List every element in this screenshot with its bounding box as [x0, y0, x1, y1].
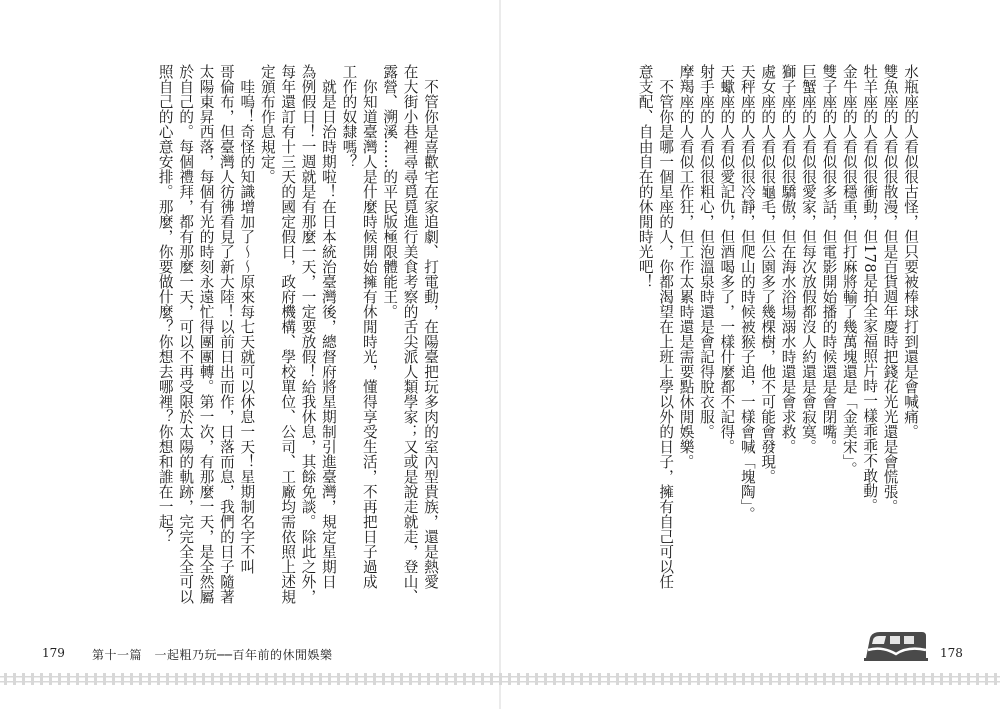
- rail-tie: [571, 673, 574, 685]
- rail-tie: [130, 673, 133, 685]
- rail-tie: [274, 673, 277, 685]
- rail-tie: [400, 673, 403, 685]
- text-column: 哥倫布，但臺灣人彷彿看見了新大陸！以前日出而作，日落而息，我們的日子隨著: [217, 64, 235, 604]
- rail-tie: [706, 673, 709, 685]
- rail-tie: [715, 673, 718, 685]
- rail-tie: [238, 673, 241, 685]
- text-column: 照自己的心意安排。那麼，你要做什麼？你想去哪裡？你想和誰在一起？: [156, 64, 174, 544]
- rail-tie: [535, 673, 538, 685]
- rail-tie: [49, 673, 52, 685]
- right-page-body: [620, 64, 920, 604]
- rail-tie: [184, 673, 187, 685]
- rail-tie: [175, 673, 178, 685]
- rail-tie: [76, 673, 79, 685]
- text-column: 牡羊座的人看似很衝動，但178是拍全家福照片時一樣乖乖不敢動。: [861, 64, 879, 514]
- rail-tie: [553, 673, 556, 685]
- rail-tie: [490, 673, 493, 685]
- rail-tie: [796, 673, 799, 685]
- rail-tie: [679, 673, 682, 685]
- rail-tie: [337, 673, 340, 685]
- rail-tie: [940, 673, 943, 685]
- page-number-left: 179: [42, 646, 65, 660]
- rail-tie: [391, 673, 394, 685]
- rail-tie: [643, 673, 646, 685]
- rail-tie: [886, 673, 889, 685]
- rail-tie: [301, 673, 304, 685]
- page-number-right: 178: [940, 646, 963, 660]
- text-column: 就是日治時期啦！在日本統治臺灣後，總督府將星期制引進臺灣，規定星期日: [319, 79, 337, 589]
- text-column: 於自己的。每個禮拜，都有那麼一天，可以不再受限於太陽的軌跡，完完全全可以: [177, 64, 195, 604]
- rail-tie: [769, 673, 772, 685]
- rail-tie: [346, 673, 349, 685]
- rail-tie: [148, 673, 151, 685]
- rail-tie: [310, 673, 313, 685]
- rail-tie: [427, 673, 430, 685]
- rail-tie: [364, 673, 367, 685]
- rail-tie: [517, 673, 520, 685]
- rail-tie: [652, 673, 655, 685]
- rail-tie: [895, 673, 898, 685]
- rail-tie: [355, 673, 358, 685]
- rail-tie: [742, 673, 745, 685]
- rail-tie: [463, 673, 466, 685]
- rail-tie: [733, 673, 736, 685]
- rail-tie: [850, 673, 853, 685]
- text-column: 射手座的人看似很粗心，但泡溫泉時還是會記得脫衣服。: [697, 64, 715, 439]
- rail-tie: [40, 673, 43, 685]
- rail-tie: [139, 673, 142, 685]
- rail-tie: [787, 673, 790, 685]
- text-column: 為例假日！一週就是有那麼一天，一定要放假！給我休息，其餘免談。除此之外，: [299, 64, 317, 604]
- text-column: 你知道臺灣人是什麼時候開始擁有休閒時光，懂得享受生活，不再把日子過成: [360, 79, 378, 589]
- rail-tie: [4, 673, 7, 685]
- running-head: 第十一篇 一起粗乃玩──百年前的休閒娛樂: [92, 648, 333, 662]
- text-column: 每年還訂有十三天的國定假日，政府機構、學校單位、公司、工廠均需依照上述規: [279, 64, 297, 604]
- rail-tie: [670, 673, 673, 685]
- rail-tie: [409, 673, 412, 685]
- rail-tie: [913, 673, 916, 685]
- text-column: 不管你是哪一個星座的人，你都渴望在上班上學以外的日子，擁有自己可以任: [657, 79, 675, 589]
- rail-tie: [688, 673, 691, 685]
- text-column: 摩羯座的人看似工作狂，但工作太累時還是需要點休閒娛樂。: [677, 64, 695, 469]
- rail-tie: [508, 673, 511, 685]
- train-icon: [862, 628, 930, 664]
- rail-tie: [616, 673, 619, 685]
- rail-tie: [94, 673, 97, 685]
- rail-tie: [931, 673, 934, 685]
- text-column: 水瓶座的人看似很古怪，但只要被棒球打到還是會喊痛。: [902, 64, 919, 439]
- left-page-body: [80, 64, 440, 604]
- page-gutter: [499, 0, 501, 709]
- rail-tie: [526, 673, 529, 685]
- rail-tie: [22, 673, 25, 685]
- rail-tie: [436, 673, 439, 685]
- rail-tie: [562, 673, 565, 685]
- rail-tie: [382, 673, 385, 685]
- text-column: 定頒布作息規定。: [258, 64, 276, 184]
- text-column: 天秤座的人看似很冷靜，但爬山的時候被猴子追，一樣會喊「塊陶」。: [738, 64, 756, 522]
- rail-tie: [319, 673, 322, 685]
- rail-tie: [661, 673, 664, 685]
- text-column: 獅子座的人看似很驕傲，但在海水浴場溺水時還是會求救。: [779, 64, 797, 454]
- text-column: 天蠍座的人看似愛記仇，但酒喝多了，一樣什麼都不記得。: [718, 64, 736, 454]
- rail-tie: [103, 673, 106, 685]
- rail-tie: [445, 673, 448, 685]
- rail-tie: [859, 673, 862, 685]
- rail-tie: [193, 673, 196, 685]
- rail-tie: [499, 673, 502, 685]
- rail-tie: [589, 673, 592, 685]
- rail-tie: [418, 673, 421, 685]
- text-column: 金牛座的人看似很穩重，但打麻將輸了幾萬塊還是「金美宋」。: [840, 64, 858, 477]
- text-column: 不管你是喜歡宅在家追劇、打電動，在陽臺把玩多肉的室內型貴族，還是熱愛: [422, 79, 439, 589]
- rail-tie: [202, 673, 205, 685]
- rail-tie: [265, 673, 268, 685]
- rail-tie: [832, 673, 835, 685]
- rail-tie: [976, 673, 979, 685]
- rail-tie: [580, 673, 583, 685]
- rail-tie: [229, 673, 232, 685]
- rail-tie: [724, 673, 727, 685]
- rail-tie: [256, 673, 259, 685]
- rail-tie: [760, 673, 763, 685]
- rail-tie: [634, 673, 637, 685]
- rail-tie: [373, 673, 376, 685]
- rail-tie: [121, 673, 124, 685]
- rail-tie: [544, 673, 547, 685]
- rail-tie: [814, 673, 817, 685]
- rail-tie: [607, 673, 610, 685]
- rail-decoration: [0, 673, 1000, 685]
- rail-tie: [598, 673, 601, 685]
- rail-tie: [481, 673, 484, 685]
- rail-tie: [823, 673, 826, 685]
- rail-tie: [211, 673, 214, 685]
- rail-tie: [247, 673, 250, 685]
- text-column: 太陽東昇西落，每個有光的時刻永遠忙得團團轉。第一次，有那麼一天，是全然屬: [197, 64, 215, 604]
- text-column: 處女座的人看似很龜毛，但公園多了幾棵樹，他不可能會發現。: [759, 64, 777, 484]
- rail-tie: [904, 673, 907, 685]
- rail-tie: [868, 673, 871, 685]
- rail-tie: [841, 673, 844, 685]
- rail-tie: [13, 673, 16, 685]
- rail-tie: [625, 673, 628, 685]
- rail-tie: [778, 673, 781, 685]
- rail-tie: [967, 673, 970, 685]
- rail-tie: [58, 673, 61, 685]
- rail-tie: [472, 673, 475, 685]
- text-column: 哇嗚！奇怪的知識增加了～～原來每七天就可以休息一天！星期制名字不叫: [238, 79, 256, 574]
- rail-tie: [922, 673, 925, 685]
- rail-tie: [994, 673, 997, 685]
- text-column: 意支配、自由自在的休閒時光吧！: [636, 64, 654, 289]
- rail-tie: [985, 673, 988, 685]
- text-column: 在大街小巷裡尋尋覓覓進行美食考察的舌尖派人類學家；又或是說走就走，登山、: [401, 64, 419, 604]
- rail-tie: [697, 673, 700, 685]
- rail-tie: [31, 673, 34, 685]
- rail-tie: [112, 673, 115, 685]
- text-column: 雙魚座的人看似很散漫，但是百貨週年慶時把錢花光光還是會慌張。: [881, 64, 899, 514]
- rail-tie: [949, 673, 952, 685]
- text-column: 雙子座的人看似很多話，但電影開始播的時候還是會閉嘴。: [820, 64, 838, 454]
- rail-tie: [328, 673, 331, 685]
- text-column: 工作的奴隸嗎？: [340, 64, 358, 169]
- rail-tie: [220, 673, 223, 685]
- rail-tie: [958, 673, 961, 685]
- rail-tie: [283, 673, 286, 685]
- rail-tie: [292, 673, 295, 685]
- rail-tie: [157, 673, 160, 685]
- rail-tie: [877, 673, 880, 685]
- rail-tie: [751, 673, 754, 685]
- rail-tie: [454, 673, 457, 685]
- rail-tie: [67, 673, 70, 685]
- text-column: 巨蟹座的人看似很愛家，但每次放假都沒人約還是會寂寞。: [799, 64, 817, 454]
- text-column: 露營、溯溪……的平民版極限體能王。: [381, 64, 399, 319]
- rail-tie: [805, 673, 808, 685]
- rail-tie: [166, 673, 169, 685]
- rail-tie: [85, 673, 88, 685]
